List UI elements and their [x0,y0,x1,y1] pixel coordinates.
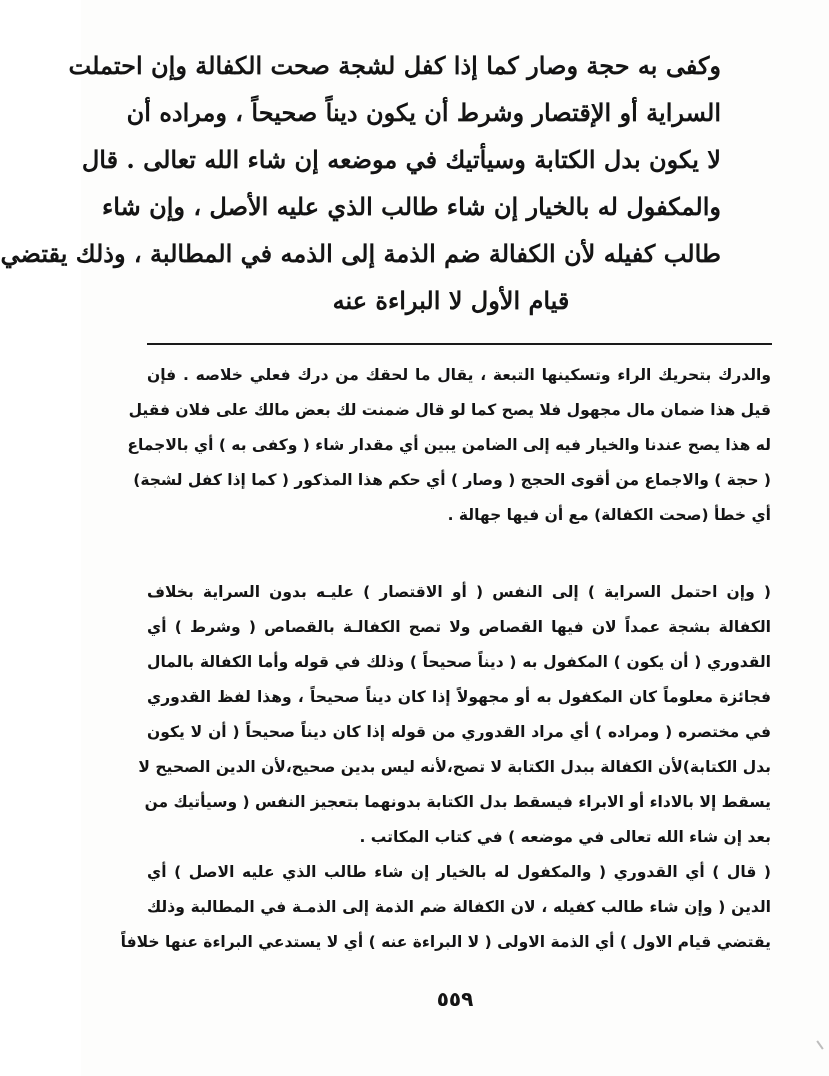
commentary-line: الدين ( وإن شاء طالب كفيله ، لان الكفالة ضم الذمة إلى الذمـة في المطالبة وذلك [147,898,771,916]
commentary-line: يقتضي قيام الاول ) أي الذمة الاولى ( لا البراءة عنه ) أي لا يستدعي البراءة عنها خلافاً [120,933,771,951]
commentary-paragraph-3 [120,855,771,960]
main-text-line: لا يكون بدل الكتابة وسيأتيك في موضعه إن شاء الله تعالى . قال [81,145,721,174]
scan-mark [816,1040,823,1049]
commentary-line: يسقط إلا بالاداء أو الابراء فيسقط بدل الكتابة بدونهما بتعجيز النفس ( وسيأتيك من [144,793,771,811]
main-text-line: طالب كفيله لأن الكفالة ضم الذمة إلى الذمه في المطالبة ، وذلك يقتضي [0,239,721,268]
commentary-line: له هذا يصح عندنا والخيار فيه إلى الضامن يبين أي مقدار شاء ( وكفى به ) أي بالاجماع [127,436,771,454]
commentary-line: قيل هذا ضمان مال مجهول فلا يصح كما لو قال ضمنت لك بعض مالك على فلان فقيل [128,401,771,419]
commentary-paragraph-1 [127,358,771,533]
commentary-line: ( حجة ) والاجماع من أقوى الحجج ( وصار ) أي حكم هذا المذكور ( كما إذا كفل لشجة) [133,471,771,489]
commentary-line: الكفالة بشجة عمداً لان فيها القصاص ولا تصح الكفالـة بالقصاص ( وشرط ) أي [147,618,771,636]
page-number: ٥٥٩ [436,987,474,1011]
main-text-line: وكفى به حجة وصار كما إذا كفل لشجة صحت الكفالة وإن احتملت [68,51,721,80]
commentary-line: والدرك بتحريك الراء وتسكينها التبعة ، يقال ما لحقك من درك فعلي خلاصه . فإن [147,366,771,384]
commentary-line: أي خطأ (صحت الكفالة) مع أن فيها جهالة . [447,506,771,524]
commentary-line: بدل الكتابة)لأن الكفالة ببدل الكتابة لا تصح،لأنه ليس بدين صحيح،لأن الدين الصحيح لا [138,758,771,776]
commentary-line: ( قال ) أي القدوري ( والمكفول له بالخيار إن شاء طالب الذي عليه الاصل ) أي [147,863,771,881]
main-text-line: والمكفول له بالخيار إن شاء طالب الذي عليه الأصل ، وإن شاء [102,192,721,221]
commentary-line: بعد إن شاء الله تعالى في موضعه ) في كتاب المكاتب . [359,828,771,846]
main-text-line: السراية أو الإقتصار وشرط أن يكون ديناً صحيحاً ، ومراده أن [126,98,721,127]
main-text-block [0,42,721,324]
section-divider [147,343,772,345]
commentary-paragraph-2 [138,575,771,855]
main-text-line: قيام الأول لا البراءة عنه [332,286,570,315]
commentary-line: ( وإن احتمل السراية ) إلى النفس ( أو الاقتصار ) عليـه بدون السراية بخلاف [147,583,771,601]
commentary-line: في مختصره ( ومراده ) أي مراد القدوري من قوله إذا كان ديناً صحيحاً ( أن لا يكون [147,723,771,741]
commentary-line: فجائزة معلوماً كان المكفول به أو مجهولاً إذا كان ديناً صحيحاً ، وهذا لفظ القدوري [147,688,771,706]
commentary-line: القدوري ( أن يكون ) المكفول به ( ديناً صحيحاً ) وذلك في قوله وأما الكفالة بالمال [147,653,771,671]
